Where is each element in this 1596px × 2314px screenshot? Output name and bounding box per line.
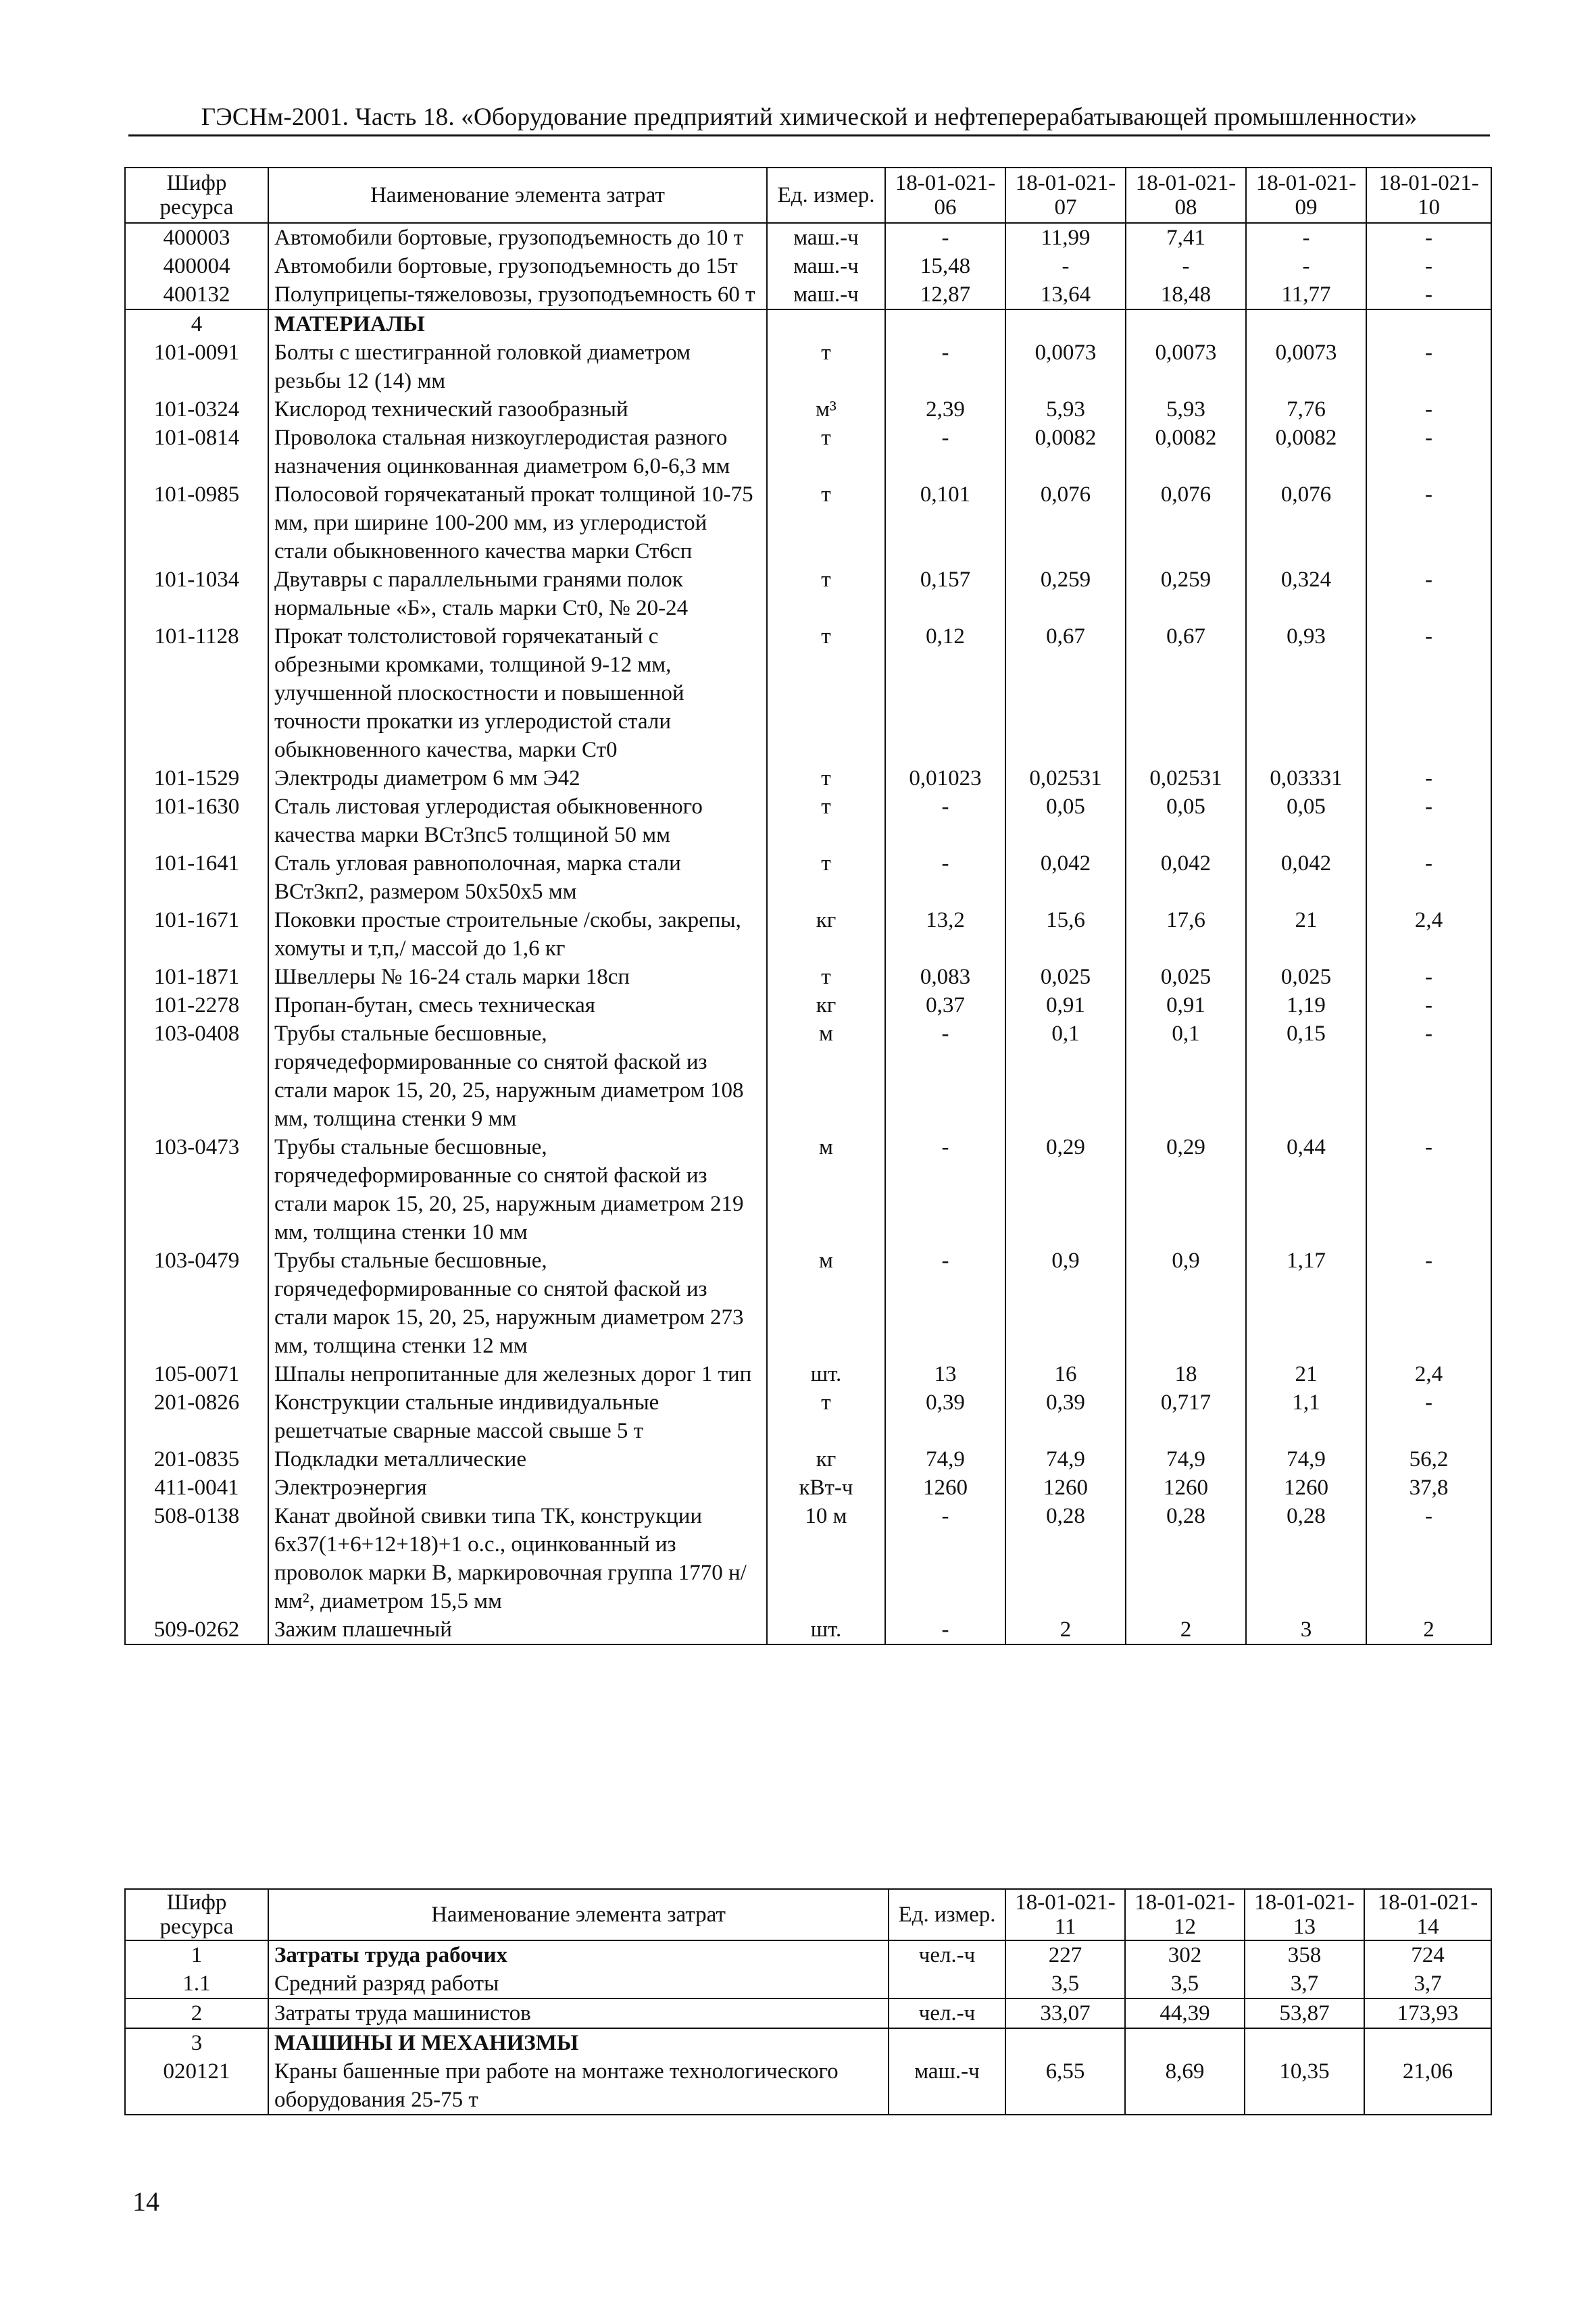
norm-value-cell: 7,76 xyxy=(1246,395,1366,424)
norm-value-cell: 0,042 xyxy=(1126,849,1246,906)
norm-value-cell: 56,2 xyxy=(1366,1445,1491,1474)
header-resource-code: Шифр ресурса xyxy=(125,168,268,223)
header-norm-code: 18-01-021-14 xyxy=(1364,1889,1491,1940)
resource-code-cell: 101-1128 xyxy=(125,622,268,764)
unit-cell: т xyxy=(767,764,885,793)
norm-value-cell: 0,0073 xyxy=(1246,338,1366,395)
table-row xyxy=(125,338,1491,395)
table-row xyxy=(125,395,1491,424)
unit-cell: маш.-ч xyxy=(889,2057,1005,2115)
unit-cell xyxy=(889,2028,1005,2057)
table-row xyxy=(125,1360,1491,1388)
norm-value-cell: 74,9 xyxy=(1126,1445,1246,1474)
resources-table-2 xyxy=(124,1888,1492,2115)
norm-value-cell: 21 xyxy=(1246,1360,1366,1388)
norm-value-cell: 0,101 xyxy=(885,480,1005,565)
norm-value-cell: 1,17 xyxy=(1246,1247,1366,1360)
norm-value-cell: - xyxy=(885,424,1005,480)
resource-code-cell: 101-1671 xyxy=(125,906,268,963)
norm-value-cell: 0,1 xyxy=(1005,1020,1126,1133)
resource-code-cell: 103-0408 xyxy=(125,1020,268,1133)
cost-element-name-cell: Автомобили бортовые, грузоподъемность до 10 т xyxy=(268,223,767,252)
resource-code-cell: 101-0091 xyxy=(125,338,268,395)
norm-value-cell: 21,06 xyxy=(1364,2057,1491,2115)
table-row xyxy=(125,1474,1491,1502)
norm-value-cell: 0,324 xyxy=(1246,565,1366,622)
norm-value-cell: 5,93 xyxy=(1005,395,1126,424)
norm-value-cell: - xyxy=(885,1502,1005,1615)
unit-cell: м³ xyxy=(767,395,885,424)
header-norm-code: 18-01-021-10 xyxy=(1366,168,1491,223)
norm-value-cell: 0,28 xyxy=(1126,1502,1246,1615)
header-cost-element-name: Наименование элемента затрат xyxy=(268,1889,889,1940)
unit-cell: шт. xyxy=(767,1615,885,1644)
norm-value-cell xyxy=(1005,309,1126,338)
norm-value-cell: - xyxy=(1246,223,1366,252)
norm-value-cell: 0,025 xyxy=(1005,963,1126,991)
norm-value-cell: 3,7 xyxy=(1364,1969,1491,1998)
norm-value-cell: 7,41 xyxy=(1126,223,1246,252)
norm-value-cell: 1,1 xyxy=(1246,1388,1366,1445)
norm-value-cell: - xyxy=(1366,1502,1491,1615)
table-row xyxy=(125,1388,1491,1445)
unit-cell: кВт-ч xyxy=(767,1474,885,1502)
table-row xyxy=(125,480,1491,565)
header-unit: Ед. измер. xyxy=(889,1889,1005,1940)
unit-cell: м xyxy=(767,1247,885,1360)
unit-cell: т xyxy=(767,338,885,395)
unit-cell: т xyxy=(767,793,885,849)
norm-value-cell: 0,03331 xyxy=(1246,764,1366,793)
norm-value-cell: 53,87 xyxy=(1245,1998,1364,2028)
norm-value-cell: 0,076 xyxy=(1246,480,1366,565)
table-row xyxy=(125,906,1491,963)
norm-value-cell: 0,67 xyxy=(1005,622,1126,764)
norm-value-cell: 2,39 xyxy=(885,395,1005,424)
header-norm-code: 18-01-021-13 xyxy=(1245,1889,1364,1940)
norm-value-cell: - xyxy=(1366,338,1491,395)
norm-value-cell: 0,02531 xyxy=(1126,764,1246,793)
norm-value-cell: 0,9 xyxy=(1126,1247,1246,1360)
norm-value-cell: 33,07 xyxy=(1005,1998,1125,2028)
resource-code-cell: 201-0835 xyxy=(125,1445,268,1474)
norm-value-cell: 0,259 xyxy=(1126,565,1246,622)
cost-element-name-cell: Полосовой горячекатаный прокат толщиной 10-75 мм, при ширине 100-200 мм, из углеродистой стали обыкновенного качества марки Ст6сп xyxy=(268,480,767,565)
norm-value-cell xyxy=(1005,2028,1125,2057)
table-row xyxy=(125,622,1491,764)
header-norm-code: 18-01-021-08 xyxy=(1126,168,1246,223)
norm-value-cell: - xyxy=(1366,991,1491,1020)
norm-value-cell: 0,28 xyxy=(1005,1502,1126,1615)
norm-value-cell: 1260 xyxy=(885,1474,1005,1502)
norm-value-cell: 0,157 xyxy=(885,565,1005,622)
table-row xyxy=(125,1998,1491,2028)
norm-value-cell: 15,48 xyxy=(885,252,1005,280)
unit-cell: чел.-ч xyxy=(889,1998,1005,2028)
norm-value-cell: 0,259 xyxy=(1005,565,1126,622)
norm-value-cell: - xyxy=(885,338,1005,395)
norm-value-cell: 3,5 xyxy=(1125,1969,1245,1998)
norm-value-cell: 0,37 xyxy=(885,991,1005,1020)
table-row xyxy=(125,2057,1491,2115)
norm-value-cell: 6,55 xyxy=(1005,2057,1125,2115)
resource-code-cell: 509-0262 xyxy=(125,1615,268,1644)
resource-code-cell: 1.1 xyxy=(125,1969,268,1998)
norm-value-cell xyxy=(1125,2028,1245,2057)
unit-cell: т xyxy=(767,849,885,906)
resource-code-cell: 2 xyxy=(125,1998,268,2028)
cost-element-name-cell: Швеллеры № 16-24 сталь марки 18сп xyxy=(268,963,767,991)
page-header: ГЭСНм-2001. Часть 18. «Оборудование предприятий химической и нефтеперерабатывающей промышленности» xyxy=(128,103,1490,136)
norm-value-cell: 0,717 xyxy=(1126,1388,1246,1445)
norm-value-cell: 0,0082 xyxy=(1005,424,1126,480)
unit-cell: т xyxy=(767,1388,885,1445)
norm-value-cell: 0,12 xyxy=(885,622,1005,764)
norm-value-cell: 1,19 xyxy=(1246,991,1366,1020)
table-row xyxy=(125,424,1491,480)
cost-element-name-cell: Трубы стальные бесшовные, горячедеформированные со снятой фаской из стали марок 15, 20, 25, наружным диаметром 219 мм, толщина стенки 10 мм xyxy=(268,1133,767,1247)
table-row xyxy=(125,309,1491,338)
norm-value-cell xyxy=(1364,2028,1491,2057)
unit-cell: маш.-ч xyxy=(767,223,885,252)
header-norm-code: 18-01-021-11 xyxy=(1005,1889,1125,1940)
norm-value-cell: - xyxy=(885,1247,1005,1360)
page-number: 14 xyxy=(132,2186,159,2217)
norm-value-cell: 1260 xyxy=(1126,1474,1246,1502)
cost-element-name-cell: Сталь листовая углеродистая обыкновенного качества марки ВСт3пс5 толщиной 50 мм xyxy=(268,793,767,849)
norm-value-cell: 13 xyxy=(885,1360,1005,1388)
cost-element-name-cell: Трубы стальные бесшовные, горячедеформированные со снятой фаской из стали марок 15, 20, 25, наружным диаметром 108 мм, толщина стенки 9 мм xyxy=(268,1020,767,1133)
resource-code-cell: 101-1034 xyxy=(125,565,268,622)
norm-value-cell: 0,91 xyxy=(1005,991,1126,1020)
norm-value-cell: 302 xyxy=(1125,1940,1245,1969)
unit-cell: т xyxy=(767,480,885,565)
cost-element-name-cell: Проволока стальная низкоуглеродистая разного назначения оцинкованная диаметром 6,0-6,3 мм xyxy=(268,424,767,480)
norm-value-cell: 0,0073 xyxy=(1126,338,1246,395)
norm-value-cell: - xyxy=(1366,793,1491,849)
norm-value-cell: 18,48 xyxy=(1126,280,1246,309)
norm-value-cell: 2 xyxy=(1126,1615,1246,1644)
norm-value-cell: 0,1 xyxy=(1126,1020,1246,1133)
norm-value-cell: 0,0082 xyxy=(1246,424,1366,480)
norm-value-cell: 0,67 xyxy=(1126,622,1246,764)
norm-value-cell: 0,02531 xyxy=(1005,764,1126,793)
cost-element-name-cell: Затраты труда машинистов xyxy=(268,1998,889,2028)
norm-value-cell: 0,28 xyxy=(1246,1502,1366,1615)
resource-code-cell: 101-1630 xyxy=(125,793,268,849)
cost-element-name-cell: Болты с шестигранной головкой диаметром резьбы 12 (14) мм xyxy=(268,338,767,395)
norm-value-cell: 44,39 xyxy=(1125,1998,1245,2028)
norm-value-cell: 13,64 xyxy=(1005,280,1126,309)
table-row xyxy=(125,1940,1491,1969)
table-row xyxy=(125,223,1491,252)
table-row xyxy=(125,849,1491,906)
norm-value-cell: 0,29 xyxy=(1005,1133,1126,1247)
header-cost-element-name: Наименование элемента затрат xyxy=(268,168,767,223)
unit-cell: м xyxy=(767,1020,885,1133)
norm-value-cell: 0,042 xyxy=(1246,849,1366,906)
norm-value-cell: - xyxy=(885,223,1005,252)
cost-element-name-cell: Затраты труда рабочих xyxy=(268,1940,889,1969)
table-row xyxy=(125,1969,1491,1998)
norm-value-cell: 3,7 xyxy=(1245,1969,1364,1998)
resource-code-cell: 101-1871 xyxy=(125,963,268,991)
norm-value-cell: 13,2 xyxy=(885,906,1005,963)
norm-value-cell: - xyxy=(885,1615,1005,1644)
norm-value-cell: 0,9 xyxy=(1005,1247,1126,1360)
unit-cell: м xyxy=(767,1133,885,1247)
table-row xyxy=(125,2028,1491,2057)
norm-value-cell: 0,083 xyxy=(885,963,1005,991)
table-row xyxy=(125,1502,1491,1615)
unit-cell: т xyxy=(767,963,885,991)
norm-value-cell: 3 xyxy=(1246,1615,1366,1644)
cost-element-name-cell: Электроды диаметром 6 мм Э42 xyxy=(268,764,767,793)
header-unit: Ед. измер. xyxy=(767,168,885,223)
norm-value-cell: - xyxy=(1366,252,1491,280)
norm-value-cell: 37,8 xyxy=(1366,1474,1491,1502)
table-row xyxy=(125,1445,1491,1474)
norm-value-cell: 18 xyxy=(1126,1360,1246,1388)
resource-code-cell: 508-0138 xyxy=(125,1502,268,1615)
norm-value-cell: 358 xyxy=(1245,1940,1364,1969)
resource-code-cell: 4 xyxy=(125,309,268,338)
resources-table-1 xyxy=(124,167,1492,1645)
norm-value-cell: - xyxy=(1366,622,1491,764)
unit-cell xyxy=(767,309,885,338)
cost-element-name-cell: Кислород технический газообразный xyxy=(268,395,767,424)
norm-value-cell: - xyxy=(885,793,1005,849)
resource-code-cell: 400003 xyxy=(125,223,268,252)
norm-value-cell: 0,0073 xyxy=(1005,338,1126,395)
cost-element-name-cell: Поковки простые строительные /скобы, закрепы, хомуты и т,п,/ массой до 1,6 кг xyxy=(268,906,767,963)
table-row xyxy=(125,1615,1491,1644)
norm-value-cell: 12,87 xyxy=(885,280,1005,309)
header-norm-code: 18-01-021-07 xyxy=(1005,168,1126,223)
unit-cell xyxy=(889,1969,1005,1998)
table-row xyxy=(125,793,1491,849)
norm-value-cell: - xyxy=(1246,252,1366,280)
norm-value-cell: 0,025 xyxy=(1126,963,1246,991)
norm-value-cell: 11,77 xyxy=(1246,280,1366,309)
norm-value-cell: - xyxy=(1366,280,1491,309)
norm-value-cell: 21 xyxy=(1246,906,1366,963)
norm-value-cell: - xyxy=(1126,252,1246,280)
resource-code-cell: 101-2278 xyxy=(125,991,268,1020)
cost-element-name-cell: Краны башенные при работе на монтаже технологического оборудования 25-75 т xyxy=(268,2057,889,2115)
norm-value-cell: 0,44 xyxy=(1246,1133,1366,1247)
norm-value-cell: 11,99 xyxy=(1005,223,1126,252)
norm-value-cell: 74,9 xyxy=(885,1445,1005,1474)
cost-element-name-cell: Средний разряд работы xyxy=(268,1969,889,1998)
norm-value-cell: - xyxy=(1366,480,1491,565)
norm-value-cell xyxy=(1126,309,1246,338)
norm-value-cell: 0,01023 xyxy=(885,764,1005,793)
norm-value-cell: 1260 xyxy=(1005,1474,1126,1502)
cost-element-name-cell: Пропан-бутан, смесь техническая xyxy=(268,991,767,1020)
resource-code-cell: 400132 xyxy=(125,280,268,309)
unit-cell: т xyxy=(767,565,885,622)
resource-code-cell: 1 xyxy=(125,1940,268,1969)
resource-code-cell: 101-0814 xyxy=(125,424,268,480)
norm-value-cell xyxy=(1366,309,1491,338)
norm-value-cell: - xyxy=(885,1133,1005,1247)
header-resource-code: Шифр ресурса xyxy=(125,1889,268,1940)
norm-value-cell: - xyxy=(1366,223,1491,252)
norm-value-cell: - xyxy=(1366,1133,1491,1247)
header-norm-code: 18-01-021-09 xyxy=(1246,168,1366,223)
norm-value-cell: - xyxy=(1366,424,1491,480)
cost-element-name-cell: Двутавры с параллельными гранями полок нормальные «Б», сталь марки Ст0, № 20-24 xyxy=(268,565,767,622)
unit-cell: кг xyxy=(767,1445,885,1474)
norm-value-cell: 15,6 xyxy=(1005,906,1126,963)
norm-value-cell: 0,025 xyxy=(1246,963,1366,991)
resource-code-cell: 101-0985 xyxy=(125,480,268,565)
norm-value-cell: - xyxy=(1366,1020,1491,1133)
unit-cell: 10 м xyxy=(767,1502,885,1615)
norm-value-cell: - xyxy=(885,1020,1005,1133)
resource-code-cell: 020121 xyxy=(125,2057,268,2115)
norm-value-cell: - xyxy=(1366,395,1491,424)
norm-value-cell: 2 xyxy=(1366,1615,1491,1644)
norm-value-cell: 0,042 xyxy=(1005,849,1126,906)
cost-element-name-cell: Конструкции стальные индивидуальные решетчатые сварные массой свыше 5 т xyxy=(268,1388,767,1445)
table-row xyxy=(125,764,1491,793)
norm-value-cell: 2,4 xyxy=(1366,1360,1491,1388)
cost-element-name-cell: Сталь угловая равнополочная, марка стали ВСт3кп2, размером 50х50х5 мм xyxy=(268,849,767,906)
norm-value-cell: 2,4 xyxy=(1366,906,1491,963)
resource-code-cell: 400004 xyxy=(125,252,268,280)
norm-value-cell: 8,69 xyxy=(1125,2057,1245,2115)
norm-value-cell: 1260 xyxy=(1246,1474,1366,1502)
cost-element-name-cell: МАШИНЫ И МЕХАНИЗМЫ xyxy=(268,2028,889,2057)
unit-cell: кг xyxy=(767,991,885,1020)
norm-value-cell: 10,35 xyxy=(1245,2057,1364,2115)
table-row xyxy=(125,1020,1491,1133)
norm-value-cell: 0,076 xyxy=(1126,480,1246,565)
norm-value-cell: 0,93 xyxy=(1246,622,1366,764)
cost-element-name-cell: Подкладки металлические xyxy=(268,1445,767,1474)
table-row xyxy=(125,1247,1491,1360)
resource-code-cell: 101-1529 xyxy=(125,764,268,793)
cost-element-name-cell: Зажим плашечный xyxy=(268,1615,767,1644)
norm-value-cell: 74,9 xyxy=(1246,1445,1366,1474)
cost-element-name-cell: Электроэнергия xyxy=(268,1474,767,1502)
resource-code-cell: 411-0041 xyxy=(125,1474,268,1502)
norm-value-cell: 0,0082 xyxy=(1126,424,1246,480)
norm-value-cell: 724 xyxy=(1364,1940,1491,1969)
norm-value-cell: 0,05 xyxy=(1005,793,1126,849)
unit-cell: т xyxy=(767,622,885,764)
norm-value-cell: 17,6 xyxy=(1126,906,1246,963)
cost-element-name-cell: Прокат толстолистовой горячекатаный с обрезными кромками, толщиной 9-12 мм, улучшенной плоскостности и повышенной точности прокатки из углеродистой стали обыкновенного качества, марки Ст0 xyxy=(268,622,767,764)
norm-value-cell: - xyxy=(1366,764,1491,793)
table-row xyxy=(125,252,1491,280)
norm-value-cell: - xyxy=(885,849,1005,906)
unit-cell: кг xyxy=(767,906,885,963)
norm-value-cell: - xyxy=(1366,963,1491,991)
table-row xyxy=(125,565,1491,622)
cost-element-name-cell: Канат двойной свивки типа ТК, конструкции 6х37(1+6+12+18)+1 о.с., оцинкованный из проволок марки В, маркировочная группа 1770 н/мм², диаметром 15,5 мм xyxy=(268,1502,767,1615)
norm-value-cell: 74,9 xyxy=(1005,1445,1126,1474)
norm-value-cell: 0,29 xyxy=(1126,1133,1246,1247)
norm-value-cell: - xyxy=(1366,849,1491,906)
resource-code-cell: 3 xyxy=(125,2028,268,2057)
norm-value-cell: 0,91 xyxy=(1126,991,1246,1020)
norm-value-cell: 16 xyxy=(1005,1360,1126,1388)
norm-value-cell: 0,05 xyxy=(1246,793,1366,849)
norm-value-cell: 227 xyxy=(1005,1940,1125,1969)
norm-value-cell: 3,5 xyxy=(1005,1969,1125,1998)
norm-value-cell: 0,15 xyxy=(1246,1020,1366,1133)
norm-value-cell: 0,05 xyxy=(1126,793,1246,849)
resource-code-cell: 101-1641 xyxy=(125,849,268,906)
norm-value-cell: - xyxy=(1005,252,1126,280)
norm-value-cell: - xyxy=(1366,565,1491,622)
unit-cell: т xyxy=(767,424,885,480)
table-row xyxy=(125,280,1491,309)
table-row xyxy=(125,1133,1491,1247)
norm-value-cell: 0,39 xyxy=(1005,1388,1126,1445)
cost-element-name-cell: МАТЕРИАЛЫ xyxy=(268,309,767,338)
cost-element-name-cell: Трубы стальные бесшовные, горячедеформированные со снятой фаской из стали марок 15, 20, 25, наружным диаметром 273 мм, толщина стенки 12 мм xyxy=(268,1247,767,1360)
norm-value-cell: 0,39 xyxy=(885,1388,1005,1445)
resource-code-cell: 105-0071 xyxy=(125,1360,268,1388)
resource-code-cell: 201-0826 xyxy=(125,1388,268,1445)
header-norm-code: 18-01-021-12 xyxy=(1125,1889,1245,1940)
header-norm-code: 18-01-021-06 xyxy=(885,168,1005,223)
unit-cell: шт. xyxy=(767,1360,885,1388)
norm-value-cell xyxy=(885,309,1005,338)
norm-value-cell: - xyxy=(1366,1388,1491,1445)
cost-element-name-cell: Полуприцепы-тяжеловозы, грузоподъемность 60 т xyxy=(268,280,767,309)
unit-cell: маш.-ч xyxy=(767,252,885,280)
cost-element-name-cell: Автомобили бортовые, грузоподъемность до 15т xyxy=(268,252,767,280)
norm-value-cell: 173,93 xyxy=(1364,1998,1491,2028)
resource-code-cell: 103-0473 xyxy=(125,1133,268,1247)
norm-value-cell: 5,93 xyxy=(1126,395,1246,424)
table-row xyxy=(125,991,1491,1020)
unit-cell: маш.-ч xyxy=(767,280,885,309)
resource-code-cell: 101-0324 xyxy=(125,395,268,424)
resource-code-cell: 103-0479 xyxy=(125,1247,268,1360)
norm-value-cell: 0,076 xyxy=(1005,480,1126,565)
unit-cell: чел.-ч xyxy=(889,1940,1005,1969)
norm-value-cell: 2 xyxy=(1005,1615,1126,1644)
table-row xyxy=(125,963,1491,991)
cost-element-name-cell: Шпалы непропитанные для железных дорог 1 тип xyxy=(268,1360,767,1388)
norm-value-cell xyxy=(1245,2028,1364,2057)
norm-value-cell: - xyxy=(1366,1247,1491,1360)
norm-value-cell xyxy=(1246,309,1366,338)
